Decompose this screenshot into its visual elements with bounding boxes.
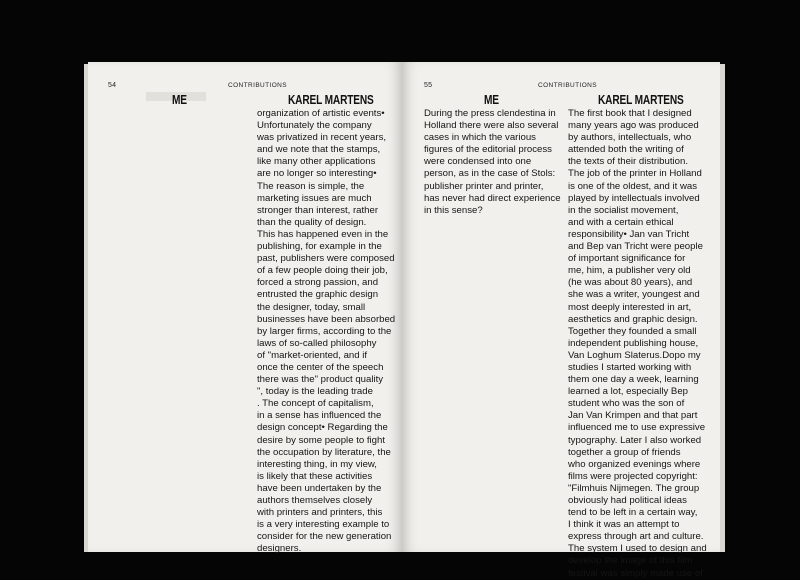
page-number: 54: [108, 82, 117, 89]
running-head: CONTRIBUTIONS: [228, 82, 288, 89]
heading-me: ME: [172, 92, 187, 107]
right-page-edge: [720, 64, 725, 552]
left-page: [88, 62, 402, 555]
body-column: organization of artistic events• Unfortunately the company was privatized in recent years, and we note that the stamps, like many other applications are no longer so interesting• The reason is simple, the marketing issues are much stronger than interest, rather than the quality of design. This has happened even in the publishing, for example in the past, publishers were composed of a few people doing their job, forced a strong passion, and entrusted the graphic design the designer, today, small businesses have been absorbed by larger firms, according to the laws of so-called philosophy of "market-oriented, and if once the center of the speech there was the" product quality ", today is the leading trade . The concept of capitalism, in a sense has influenced the design concept• Regarding the desire by some people to fight the occupation by literature, the interesting thing, in my view, is likely that these activities have been undertaken by the authors themselves closely with printers and printers, this is a very interesting example to consider for the new generation designers.: [257, 108, 396, 555]
answer-column: The first book that I designed many years ago was produced by authors, intellectuals, who attended both the writing of the texts of their distribution. The job of the printer in Holland is one of the oldest, and it was played by intellectuals involved in the socialist movement, and with a certain ethical responsibility• Jan van Tricht and Bep van Tricht were people of important significance for me, him, a publisher very old (he was about 80 years), and she was a writer, youngest and most deeply interested in art, aesthetics and graphic design. Together they founded a small independent publishing house, Van Loghum Slaterus.Dopo my studies I started working with them one day a week, learning learned a lot, especially Bep student who was the son of Jan Van Krimpen and that part influenced me to use expressive typography. Later I also worked together a group of friends who organized evenings where films were projected copyright: "Filmhuis Nijmegen. The group obviously had political ideas tend to be left in a certain way, I think it was an attempt to express through art and culture. The system I used to design and develop the image of this film festival was simply made use of: [568, 108, 707, 579]
right-page: [402, 62, 720, 579]
heading-name: KAREL MARTENS: [288, 92, 374, 107]
heading-me: ME: [484, 92, 499, 107]
running-head: CONTRIBUTIONS: [538, 82, 598, 89]
question-column: During the press clendestina in Holland there were also several cases in which the various figures of the editorial process were condensed into one person, as in the case of Stols: publisher printer and printer, has never had direct experience in this sense?: [424, 108, 561, 216]
heading-name: KAREL MARTENS: [598, 92, 684, 107]
page-number: 55: [424, 82, 433, 89]
